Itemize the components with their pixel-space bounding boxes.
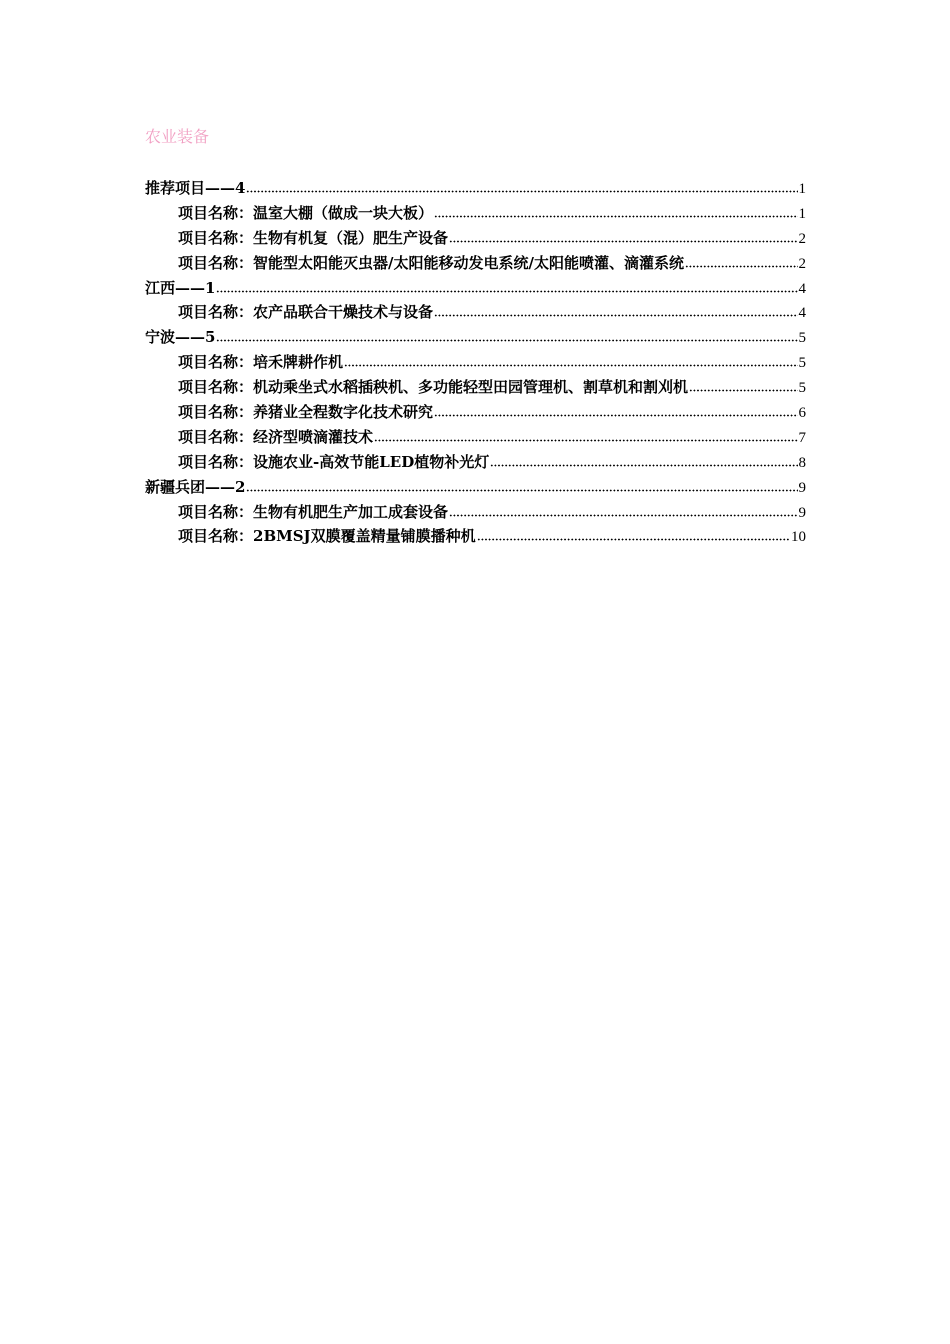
toc-entry-label: 宁波——5 bbox=[145, 328, 216, 347]
document-title: 农业装备 bbox=[145, 127, 210, 146]
toc-entry-label: 项目名称：机动乘坐式水稻插秧机、多功能轻型田园管理机、割草机和割刈机 bbox=[178, 378, 689, 397]
toc-entry-label: 项目名称：农产品联合干燥技术与设备 bbox=[178, 303, 434, 322]
toc-dot-leader bbox=[434, 203, 797, 218]
toc-entry-label: 项目名称：2BMSJ双膜覆盖精量铺膜播种机 bbox=[178, 527, 476, 546]
toc-dot-leader bbox=[216, 327, 797, 342]
toc-dot-leader bbox=[449, 502, 797, 517]
toc-item[interactable] bbox=[145, 251, 806, 276]
toc-entry-label: 新疆兵团——2 bbox=[145, 477, 246, 496]
toc-page-number: 10 bbox=[791, 529, 806, 546]
toc-item[interactable] bbox=[145, 450, 806, 475]
toc-entry-label: 项目名称：培禾牌耕作机 bbox=[178, 353, 344, 372]
toc-entry-label: 项目名称：生物有机复（混）肥生产设备 bbox=[178, 228, 449, 247]
toc-section-heading[interactable] bbox=[145, 325, 806, 350]
toc-page-number: 9 bbox=[798, 479, 806, 496]
toc-page-number: 5 bbox=[798, 355, 806, 372]
toc-entry-label: 江西——1 bbox=[145, 278, 216, 297]
toc-entry-label: 项目名称：养猪业全程数字化技术研究 bbox=[178, 403, 434, 422]
toc-item[interactable] bbox=[145, 425, 806, 450]
toc-page-number: 2 bbox=[798, 230, 806, 247]
toc-entry-label: 项目名称：温室大棚（做成一块大板） bbox=[178, 203, 434, 222]
toc-section-heading[interactable] bbox=[145, 176, 806, 201]
toc-entry-label: 项目名称：设施农业-高效节能LED植物补光灯 bbox=[178, 452, 490, 471]
toc-entry-label: 项目名称：经济型喷滴灌技术 bbox=[178, 427, 374, 446]
toc-dot-leader bbox=[685, 253, 798, 268]
toc-page-number: 5 bbox=[798, 330, 806, 347]
toc-dot-leader bbox=[434, 402, 797, 417]
toc-item[interactable] bbox=[145, 350, 806, 375]
toc-page-number: 1 bbox=[798, 205, 806, 222]
toc-section-heading[interactable] bbox=[145, 475, 806, 500]
toc-item[interactable] bbox=[145, 400, 806, 425]
toc-dot-leader bbox=[490, 452, 797, 467]
toc-dot-leader bbox=[246, 178, 797, 193]
toc-page-number: 7 bbox=[798, 429, 806, 446]
toc-dot-leader bbox=[477, 526, 790, 541]
toc-dot-leader bbox=[434, 302, 797, 317]
toc-page-number: 1 bbox=[798, 181, 806, 197]
toc-dot-leader bbox=[344, 352, 797, 367]
toc-dot-leader bbox=[246, 477, 797, 492]
toc-dot-leader bbox=[374, 427, 797, 442]
table-of-contents bbox=[145, 176, 806, 549]
toc-page-number: 5 bbox=[798, 380, 806, 397]
toc-item[interactable] bbox=[145, 300, 806, 325]
toc-item[interactable] bbox=[145, 375, 806, 400]
toc-entry-label: 项目名称：生物有机肥生产加工成套设备 bbox=[178, 502, 449, 521]
toc-page-number: 2 bbox=[798, 255, 806, 272]
toc-section-heading[interactable] bbox=[145, 276, 806, 301]
toc-page-number: 6 bbox=[798, 405, 806, 422]
toc-dot-leader bbox=[449, 228, 797, 243]
toc-dot-leader bbox=[689, 377, 797, 392]
toc-dot-leader bbox=[216, 278, 797, 293]
toc-item[interactable] bbox=[145, 500, 806, 525]
toc-item[interactable] bbox=[145, 226, 806, 251]
toc-page-number: 4 bbox=[798, 280, 806, 297]
toc-page-number: 8 bbox=[798, 454, 806, 471]
toc-item[interactable] bbox=[145, 201, 806, 226]
toc-item[interactable] bbox=[145, 524, 806, 549]
toc-page-number: 4 bbox=[798, 305, 806, 322]
toc-entry-label: 推荐项目——4 bbox=[145, 179, 246, 197]
toc-entry-label: 项目名称：智能型太阳能灭虫器/太阳能移动发电系统/太阳能喷灌、滴灌系统 bbox=[178, 253, 684, 272]
toc-page-number: 9 bbox=[798, 504, 806, 521]
